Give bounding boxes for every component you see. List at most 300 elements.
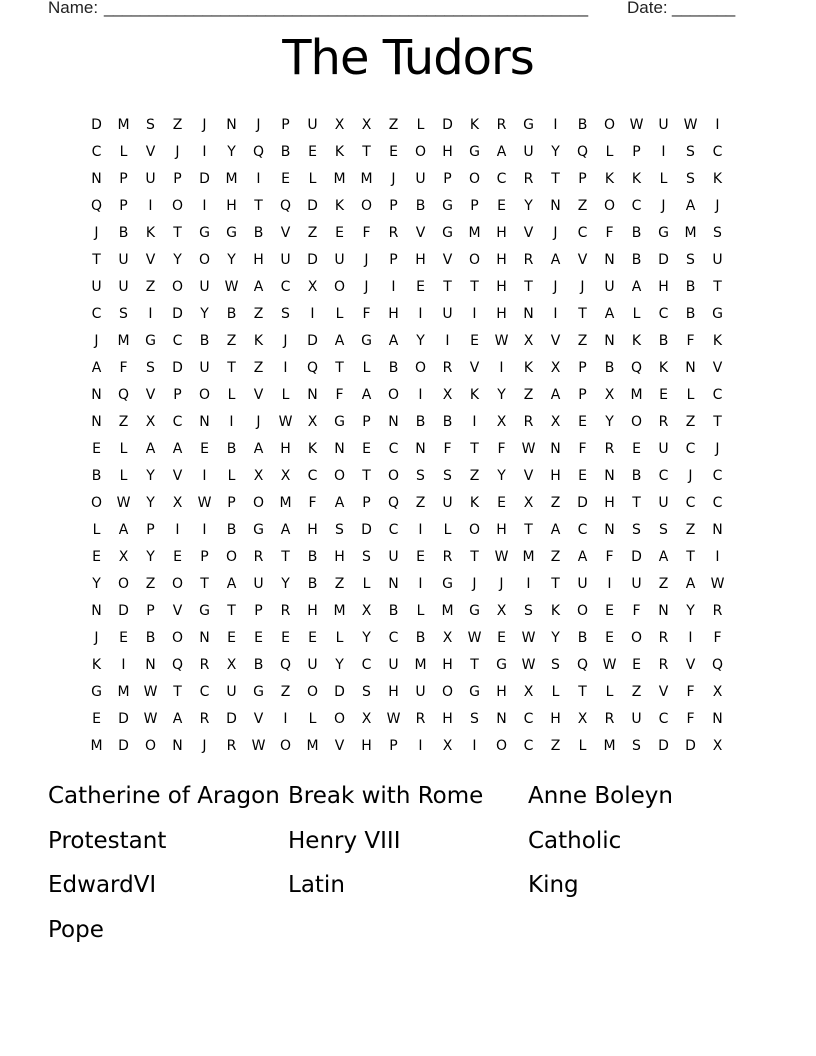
grid-letter[interactable]: A [172,440,183,457]
grid-letter[interactable]: C [685,440,696,457]
grid-letter[interactable]: R [523,251,534,268]
grid-letter[interactable]: W [251,737,266,754]
grid-letter[interactable]: K [469,386,480,403]
grid-letter[interactable]: N [172,737,183,754]
grid-letter[interactable]: X [280,467,291,484]
grid-letter[interactable]: A [550,521,561,538]
grid-letter[interactable]: Z [145,278,156,295]
grid-letter[interactable]: X [523,683,534,700]
grid-letter[interactable]: A [631,278,642,295]
grid-letter[interactable]: I [391,278,396,295]
grid-letter[interactable]: T [281,548,290,565]
grid-letter[interactable]: H [253,251,264,268]
grid-letter[interactable]: T [524,521,533,538]
grid-letter[interactable]: Z [172,116,183,133]
grid-letter[interactable]: T [686,548,695,565]
grid-letter[interactable]: I [148,197,153,214]
grid-letter[interactable]: N [604,521,615,538]
grid-letter[interactable]: C [577,224,588,241]
grid-letter[interactable]: Z [253,359,264,376]
grid-letter[interactable]: V [712,359,723,376]
grid-letter[interactable]: R [388,224,399,241]
grid-letter[interactable]: I [229,413,234,430]
grid-letter[interactable]: I [661,143,666,160]
grid-letter[interactable]: W [629,116,644,133]
grid-letter[interactable]: I [175,521,180,538]
grid-letter[interactable]: H [496,683,507,700]
grid-letter[interactable]: A [685,197,696,214]
grid-letter[interactable]: X [172,494,183,511]
grid-letter[interactable]: H [442,143,453,160]
grid-letter[interactable]: O [414,359,427,376]
grid-letter[interactable]: C [658,467,669,484]
grid-letter[interactable]: N [307,386,318,403]
grid-letter[interactable]: O [468,251,481,268]
grid-letter[interactable]: I [715,116,720,133]
grid-letter[interactable]: B [577,629,588,646]
grid-letter[interactable]: L [659,170,668,187]
grid-letter[interactable]: C [172,413,183,430]
grid-letter[interactable]: C [577,521,588,538]
grid-letter[interactable]: O [306,683,319,700]
grid-letter[interactable]: T [173,224,182,241]
grid-letter[interactable]: T [470,278,479,295]
grid-letter[interactable]: P [227,494,236,511]
grid-letter[interactable]: B [226,440,237,457]
grid-letter[interactable]: N [226,116,237,133]
grid-letter[interactable]: L [335,305,344,322]
grid-letter[interactable]: T [470,548,479,565]
grid-letter[interactable]: H [496,251,507,268]
grid-letter[interactable]: X [496,413,507,430]
grid-letter[interactable]: G [442,575,453,592]
grid-letter[interactable]: M [90,737,103,754]
grid-letter[interactable]: P [146,521,155,538]
grid-letter[interactable]: X [226,656,237,673]
grid-letter[interactable]: W [143,683,158,700]
grid-letter[interactable]: Z [118,413,129,430]
grid-letter[interactable]: B [91,467,102,484]
grid-letter[interactable]: T [713,278,722,295]
grid-letter[interactable]: M [630,386,643,403]
grid-letter[interactable]: N [523,305,534,322]
grid-letter[interactable]: S [443,467,452,484]
grid-letter[interactable]: J [364,278,369,295]
grid-letter[interactable]: L [551,683,560,700]
grid-letter[interactable]: C [91,143,102,160]
grid-letter[interactable]: R [523,413,534,430]
grid-letter[interactable]: K [334,197,345,214]
grid-letter[interactable]: B [226,305,237,322]
grid-letter[interactable]: I [553,116,558,133]
grid-letter[interactable]: D [172,305,183,322]
grid-letter[interactable]: C [388,521,399,538]
grid-letter[interactable]: J [175,143,180,160]
grid-letter[interactable]: A [658,548,669,565]
grid-letter[interactable]: U [118,278,129,295]
grid-letter[interactable]: N [415,440,426,457]
grid-letter[interactable]: J [715,440,720,457]
grid-letter[interactable]: Z [550,548,561,565]
grid-letter[interactable]: A [226,575,237,592]
grid-letter[interactable]: O [171,197,184,214]
grid-letter[interactable]: S [335,521,344,538]
grid-letter[interactable]: K [631,170,642,187]
grid-letter[interactable]: Y [524,197,533,214]
grid-letter[interactable]: Z [523,386,534,403]
grid-letter[interactable]: H [496,521,507,538]
grid-letter[interactable]: Q [576,143,589,160]
grid-letter[interactable]: G [442,197,453,214]
grid-letter[interactable]: W [224,278,239,295]
grid-letter[interactable]: E [92,548,101,565]
grid-letter[interactable]: I [418,737,423,754]
grid-letter[interactable]: V [658,683,669,700]
grid-letter[interactable]: R [199,710,210,727]
grid-letter[interactable]: X [253,467,264,484]
grid-letter[interactable]: O [171,278,184,295]
grid-letter[interactable]: O [441,683,454,700]
grid-letter[interactable]: T [227,602,236,619]
grid-letter[interactable]: E [335,224,344,241]
grid-letter[interactable]: S [632,737,641,754]
grid-letter[interactable]: D [307,251,318,268]
grid-letter[interactable]: X [361,710,372,727]
grid-letter[interactable]: D [199,170,210,187]
grid-letter[interactable]: G [442,224,453,241]
grid-letter[interactable]: S [281,305,290,322]
grid-letter[interactable]: P [173,170,182,187]
grid-letter[interactable]: V [145,143,156,160]
grid-letter[interactable]: W [278,413,293,430]
grid-letter[interactable]: X [577,710,588,727]
grid-letter[interactable]: O [198,386,211,403]
grid-letter[interactable]: G [361,332,372,349]
grid-letter[interactable]: E [308,143,317,160]
grid-letter[interactable]: B [415,629,426,646]
grid-letter[interactable]: O [495,737,508,754]
grid-letter[interactable]: U [91,278,102,295]
grid-letter[interactable]: N [604,251,615,268]
grid-letter[interactable]: B [415,197,426,214]
grid-letter[interactable]: Z [685,521,696,538]
grid-letter[interactable]: Q [306,359,319,376]
grid-letter[interactable]: Y [605,413,614,430]
grid-letter[interactable]: L [632,305,641,322]
grid-letter[interactable]: I [256,170,261,187]
grid-letter[interactable]: I [283,359,288,376]
grid-letter[interactable]: C [685,494,696,511]
grid-letter[interactable]: R [496,116,507,133]
grid-letter[interactable]: O [171,629,184,646]
grid-letter[interactable]: R [523,170,534,187]
grid-letter[interactable]: G [145,332,156,349]
grid-letter[interactable]: Y [497,386,506,403]
grid-letter[interactable]: C [496,170,507,187]
grid-letter[interactable]: W [602,656,617,673]
grid-letter[interactable]: U [415,683,426,700]
grid-letter[interactable]: N [91,602,102,619]
grid-letter[interactable]: O [279,737,292,754]
grid-letter[interactable]: R [442,548,453,565]
grid-letter[interactable]: H [415,251,426,268]
grid-letter[interactable]: B [604,359,615,376]
grid-letter[interactable]: Z [307,224,318,241]
grid-letter[interactable]: X [523,494,534,511]
grid-letter[interactable]: U [226,683,237,700]
grid-letter[interactable]: V [442,251,453,268]
grid-letter[interactable]: B [577,116,588,133]
grid-letter[interactable]: L [227,386,236,403]
grid-letter[interactable]: J [94,224,99,241]
grid-letter[interactable]: L [605,683,614,700]
grid-letter[interactable]: Y [416,332,425,349]
grid-letter[interactable]: A [91,359,102,376]
grid-letter[interactable]: U [388,656,399,673]
grid-letter[interactable]: T [254,197,263,214]
grid-letter[interactable]: U [415,170,426,187]
grid-letter[interactable]: A [361,386,372,403]
grid-letter[interactable]: U [712,251,723,268]
grid-letter[interactable]: V [469,359,480,376]
grid-letter[interactable]: Z [334,575,345,592]
grid-letter[interactable]: B [685,305,696,322]
grid-letter[interactable]: M [441,602,454,619]
grid-letter[interactable]: F [119,359,128,376]
grid-letter[interactable]: F [686,710,695,727]
grid-letter[interactable]: P [578,170,587,187]
grid-letter[interactable]: C [91,305,102,322]
grid-letter[interactable]: E [497,494,506,511]
grid-letter[interactable]: E [173,548,182,565]
grid-letter[interactable]: J [202,737,207,754]
grid-letter[interactable]: E [362,440,371,457]
grid-letter[interactable]: C [658,305,669,322]
grid-letter[interactable]: W [467,629,482,646]
grid-letter[interactable]: L [308,170,317,187]
grid-letter[interactable]: J [688,467,693,484]
grid-letter[interactable]: U [199,278,210,295]
grid-letter[interactable]: O [630,629,643,646]
grid-letter[interactable]: W [143,710,158,727]
grid-letter[interactable]: J [499,575,504,592]
grid-letter[interactable]: C [172,332,183,349]
grid-letter[interactable]: E [308,629,317,646]
grid-letter[interactable]: N [604,467,615,484]
grid-letter[interactable]: T [362,467,371,484]
grid-letter[interactable]: S [632,521,641,538]
grid-letter[interactable]: H [307,602,318,619]
grid-letter[interactable]: K [712,332,723,349]
grid-letter[interactable]: W [116,494,131,511]
grid-letter[interactable]: U [307,116,318,133]
grid-letter[interactable]: R [604,710,615,727]
grid-letter[interactable]: L [605,143,614,160]
grid-letter[interactable]: E [416,548,425,565]
grid-letter[interactable]: Y [200,305,209,322]
grid-letter[interactable]: M [468,224,481,241]
grid-letter[interactable]: W [710,575,725,592]
grid-letter[interactable]: D [307,197,318,214]
grid-letter[interactable]: Z [685,413,696,430]
grid-letter[interactable]: Y [146,494,155,511]
grid-letter[interactable]: C [388,629,399,646]
grid-letter[interactable]: G [253,521,264,538]
grid-letter[interactable]: Q [576,656,589,673]
grid-letter[interactable]: S [119,305,128,322]
grid-letter[interactable]: V [523,224,534,241]
grid-letter[interactable]: I [688,629,693,646]
grid-letter[interactable]: E [416,278,425,295]
grid-letter[interactable]: H [496,305,507,322]
grid-letter[interactable]: V [172,467,183,484]
grid-letter[interactable]: Q [90,197,103,214]
grid-letter[interactable]: X [496,602,507,619]
grid-letter[interactable]: U [631,575,642,592]
grid-letter[interactable]: E [281,629,290,646]
grid-letter[interactable]: X [334,116,345,133]
grid-letter[interactable]: V [253,710,264,727]
grid-letter[interactable]: J [391,170,396,187]
grid-letter[interactable]: D [118,602,129,619]
grid-letter[interactable]: D [631,548,642,565]
grid-letter[interactable]: K [253,332,264,349]
grid-letter[interactable]: H [550,710,561,727]
grid-letter[interactable]: O [360,197,373,214]
grid-letter[interactable]: H [334,548,345,565]
grid-letter[interactable]: F [335,386,344,403]
grid-letter[interactable]: H [496,224,507,241]
grid-letter[interactable]: G [199,602,210,619]
grid-letter[interactable]: W [386,710,401,727]
grid-letter[interactable]: U [388,548,399,565]
grid-letter[interactable]: F [578,440,587,457]
grid-letter[interactable]: E [605,602,614,619]
grid-letter[interactable]: G [91,683,102,700]
grid-letter[interactable]: B [685,278,696,295]
grid-letter[interactable]: B [226,521,237,538]
grid-letter[interactable]: N [91,413,102,430]
grid-letter[interactable]: K [712,170,723,187]
grid-letter[interactable]: O [333,710,346,727]
grid-letter[interactable]: Y [686,602,695,619]
grid-letter[interactable]: H [442,710,453,727]
grid-letter[interactable]: J [283,332,288,349]
grid-letter[interactable]: M [333,602,346,619]
grid-letter[interactable]: R [658,656,669,673]
grid-letter[interactable]: I [202,143,207,160]
grid-letter[interactable]: M [603,737,616,754]
grid-letter[interactable]: C [361,656,372,673]
grid-letter[interactable]: T [335,359,344,376]
grid-letter[interactable]: U [658,494,669,511]
grid-letter[interactable]: D [658,251,669,268]
grid-letter[interactable]: B [253,224,264,241]
grid-letter[interactable]: S [686,143,695,160]
grid-letter[interactable]: W [494,548,509,565]
grid-letter[interactable]: B [631,251,642,268]
grid-letter[interactable]: B [388,359,399,376]
grid-letter[interactable]: J [256,116,261,133]
grid-letter[interactable]: J [364,251,369,268]
grid-letter[interactable]: S [362,548,371,565]
grid-letter[interactable]: Z [658,575,669,592]
grid-letter[interactable]: D [91,116,102,133]
grid-letter[interactable]: W [683,116,698,133]
grid-letter[interactable]: F [632,602,641,619]
grid-letter[interactable]: Z [577,332,588,349]
grid-letter[interactable]: A [145,440,156,457]
grid-letter[interactable]: H [388,305,399,322]
grid-letter[interactable]: O [117,575,130,592]
grid-letter[interactable]: Y [92,575,101,592]
grid-letter[interactable]: P [389,197,398,214]
grid-letter[interactable]: V [334,737,345,754]
grid-letter[interactable]: Y [551,629,560,646]
grid-letter[interactable]: L [416,602,425,619]
grid-letter[interactable]: I [121,656,126,673]
grid-letter[interactable]: E [200,440,209,457]
grid-letter[interactable]: N [604,332,615,349]
grid-letter[interactable]: B [388,602,399,619]
grid-letter[interactable]: R [658,413,669,430]
grid-letter[interactable]: I [202,467,207,484]
grid-letter[interactable]: X [442,629,453,646]
grid-letter[interactable]: A [685,575,696,592]
grid-letter[interactable]: Z [280,683,291,700]
grid-letter[interactable]: Y [227,143,236,160]
grid-letter[interactable]: Z [415,494,426,511]
grid-letter[interactable]: L [281,386,290,403]
grid-letter[interactable]: J [553,224,558,241]
grid-letter[interactable]: O [603,116,616,133]
grid-letter[interactable]: B [253,656,264,673]
grid-letter[interactable]: N [145,656,156,673]
grid-letter[interactable]: N [496,710,507,727]
grid-letter[interactable]: E [119,629,128,646]
grid-letter[interactable]: T [443,278,452,295]
grid-letter[interactable]: V [577,251,588,268]
grid-letter[interactable]: B [442,413,453,430]
grid-letter[interactable]: R [604,440,615,457]
grid-letter[interactable]: S [659,521,668,538]
grid-letter[interactable]: E [659,386,668,403]
grid-letter[interactable]: B [145,629,156,646]
grid-letter[interactable]: K [145,224,156,241]
grid-letter[interactable]: W [197,494,212,511]
grid-letter[interactable]: I [418,575,423,592]
grid-letter[interactable]: Q [711,656,724,673]
grid-letter[interactable]: T [551,170,560,187]
grid-letter[interactable]: N [550,197,561,214]
name-field[interactable]: ______________________________________________________ [104,0,588,17]
grid-letter[interactable]: P [173,386,182,403]
grid-letter[interactable]: J [580,278,585,295]
grid-letter[interactable]: C [523,737,534,754]
grid-letter[interactable]: X [523,332,534,349]
grid-letter[interactable]: U [199,359,210,376]
grid-letter[interactable]: P [632,143,641,160]
grid-letter[interactable]: O [387,467,400,484]
grid-letter[interactable]: F [362,224,371,241]
grid-letter[interactable]: I [148,305,153,322]
grid-letter[interactable]: S [686,170,695,187]
grid-letter[interactable]: U [658,440,669,457]
grid-letter[interactable]: X [550,359,561,376]
grid-letter[interactable]: U [523,143,534,160]
grid-letter[interactable]: A [118,521,129,538]
grid-letter[interactable]: U [307,656,318,673]
